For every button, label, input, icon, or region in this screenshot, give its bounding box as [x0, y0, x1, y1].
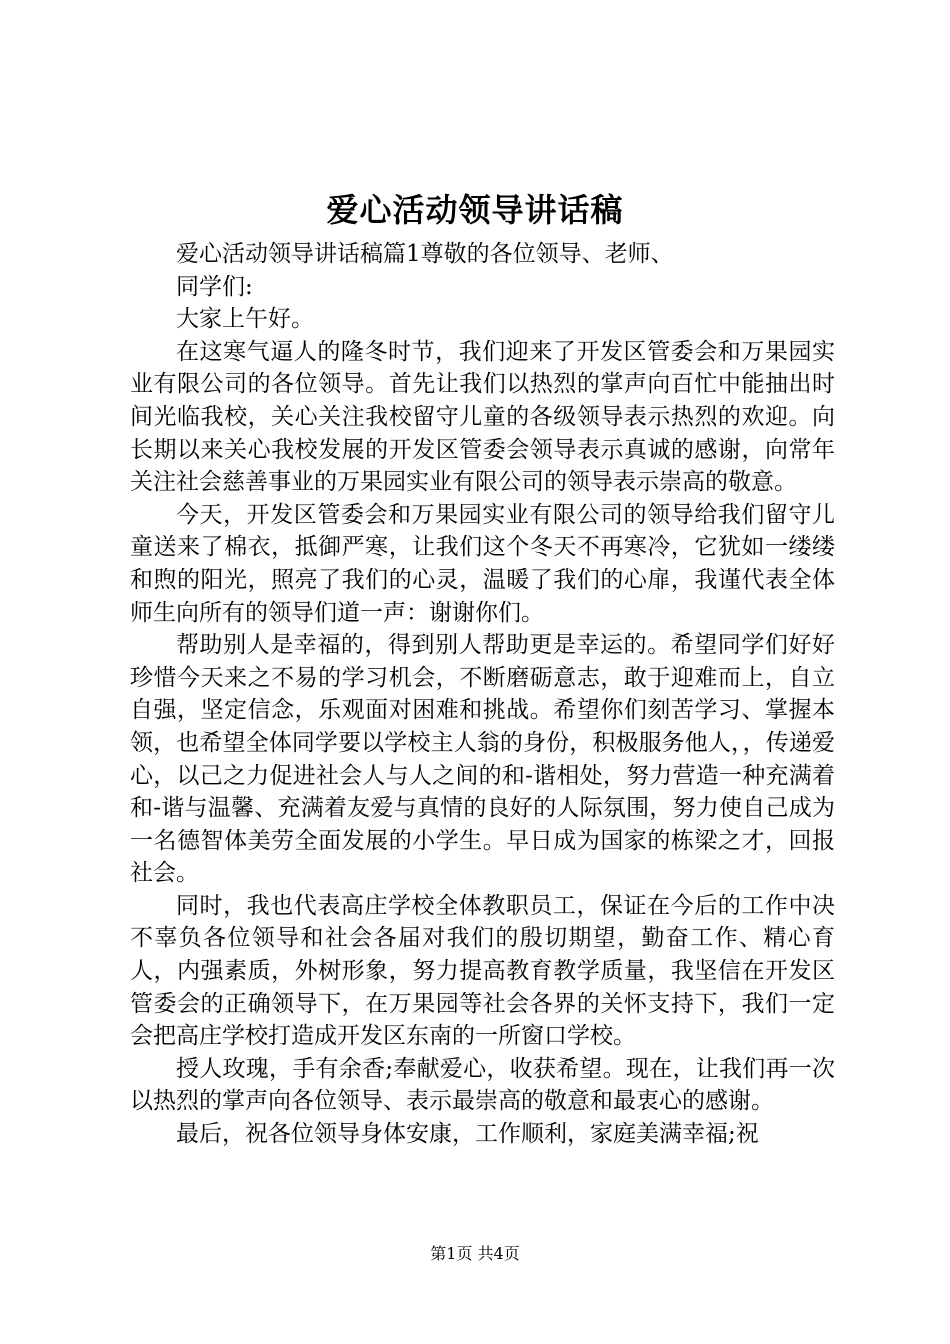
paragraph-1: 爱心活动领导讲话稿篇1尊敬的各位领导、老师、 — [176, 241, 674, 267]
page-footer: 第1页 共4页 — [430, 1244, 520, 1263]
paragraph-8: 授人玫瑰，手有余香;奉献爱心，收获希望。现在，让我们再一次以热烈的掌声向各位领导、表示最崇高的敬意和最衷心的感谢。 — [130, 1055, 835, 1115]
paragraph-4: 在这寒气逼人的隆冬时节，我们迎来了开发区管委会和万果园实业有限公司的各位领导。首先让我们以热烈的掌声向百忙中能抽出时间光临我校，关心关注我校留守儿童的各级领导表示热烈的欢迎。向长期以来关心我校发展的开发区管委会领导表示真诚的感谢，向常年关注社会慈善事业的万果园实业有限公司的领导表示崇高的敬意。 — [130, 338, 835, 496]
paragraph-7: 同时，我也代表高庄学校全体教职员工，保证在今后的工作中决不辜负各位领导和社会各届对我们的殷切期望，勤奋工作、精心育人，内强素质，外树形象，努力提高教育教学质量，我坚信在开发区管委会的正确领导下，在万果园等社会各界的关怀支持下，我们一定会把高庄学校打造成开发区东南的一所窗口学校。 — [130, 892, 835, 1050]
paragraph-3: 大家上午好。 — [176, 306, 314, 333]
document-body — [130, 238, 835, 1151]
paragraph-2: 同学们: — [176, 273, 253, 300]
document-title: 爱心活动领导讲话稿 — [326, 191, 624, 229]
paragraph-5: 今天，开发区管委会和万果园实业有限公司的领导给我们留守儿童送来了棉衣，抵御严寒，让我们这个冬天不再寒冷，它犹如一缕缕和煦的阳光，照亮了我们的心灵，温暖了我们的心扉，我谨代表全体师生向所有的领导们道一声：谢谢你们。 — [130, 501, 835, 626]
paragraph-9: 最后，祝各位领导身体安康，工作顺利，家庭美满幸福;祝 — [176, 1121, 759, 1148]
paragraph-6: 帮助别人是幸福的，得到别人帮助更是幸运的。希望同学们好好珍惜今天来之不易的学习机会，不断磨砺意志，敢于迎难而上，自立自强，坚定信念，乐观面对困难和挑战。希望你们刻苦学习、掌握本领，也希望全体同学要以学校主人翁的身份，积极服务他人，，传递爱心，以己之力促进社会人与人之间的和-谐相处，努力营造一种充满着和-谐与温馨、充满着友爱与真情的良好的人际氛围，努力使自己成为一名德智体美劳全面发展的小学生。早日成为国家的栋梁之才，回报社会。 — [130, 632, 835, 887]
